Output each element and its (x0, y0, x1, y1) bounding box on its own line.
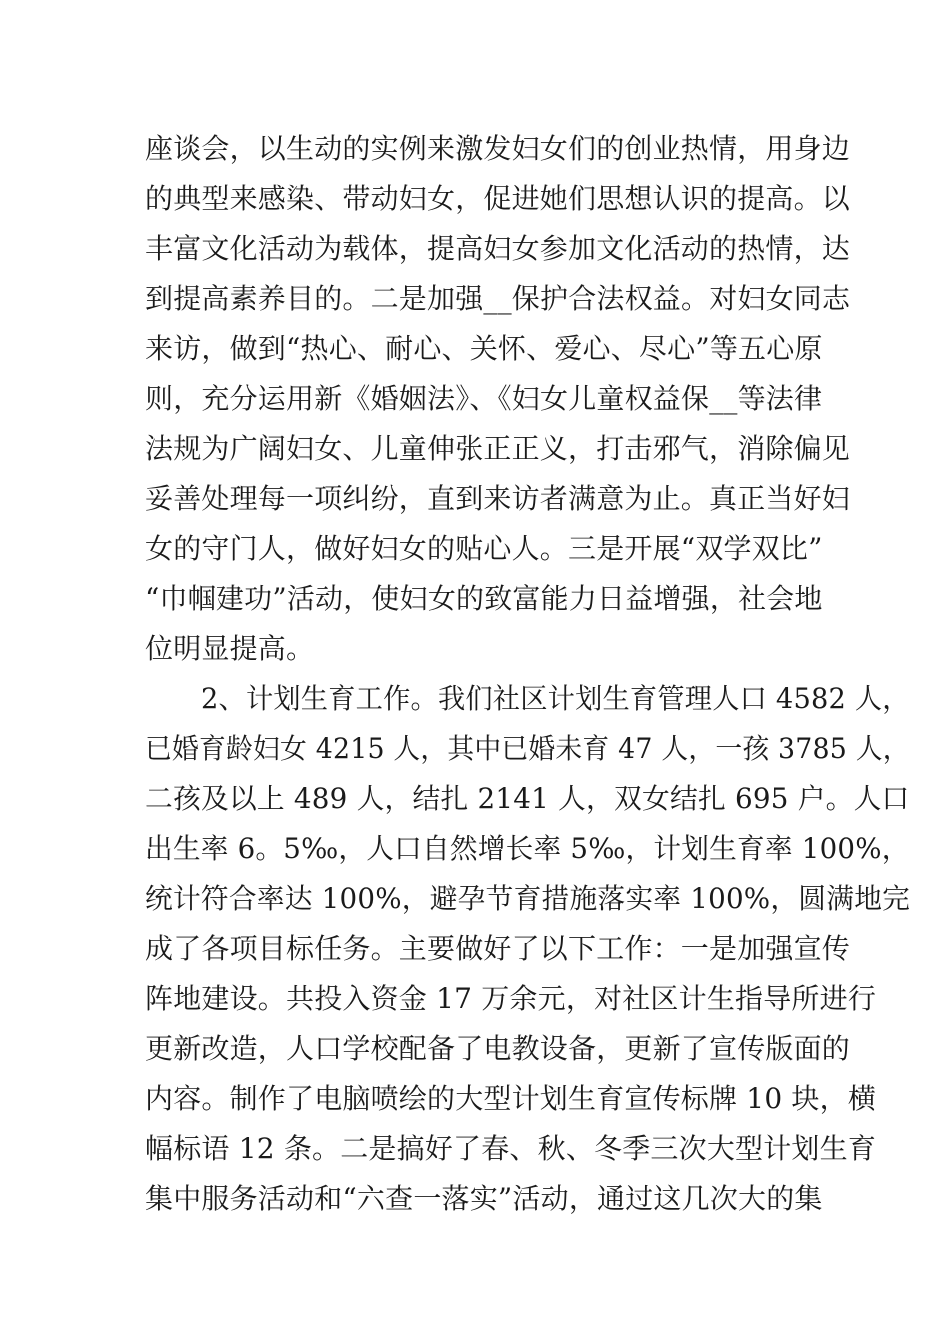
text-line: 集中服务活动和“六查一落实”活动，通过这几次大的集 (145, 1182, 823, 1215)
text-line: 来访，做到“热心、耐心、关怀、爱心、尽心”等五心原 (145, 332, 823, 365)
text-line: 丰富文化活动为载体，提高妇女参加文化活动的热情，达 (145, 232, 851, 265)
text-line: 幅标语 12 条。二是搞好了春、秋、冬季三次大型计划生育 (145, 1132, 877, 1165)
text-line: 则，充分运用新《婚姻法》、《妇女儿童权益保__等法律 (145, 382, 823, 415)
text-line: 更新改造，人口学校配备了电教设备，更新了宣传版面的 (145, 1032, 851, 1065)
text-line: “巾帼建功”活动，使妇女的致富能力日益增强，社会地 (145, 582, 823, 615)
text-line: 妥善处理每一项纠纷，直到来访者满意为止。真正当好妇 (145, 482, 851, 515)
text-line: 的典型来感染、带动妇女，促进她们思想认识的提高。以 (145, 182, 851, 215)
text-line: 二孩及以上 489 人，结扎 2141 人，双女结扎 695 户。人口 (145, 782, 910, 815)
text-line: 座谈会，以生动的实例来激发妇女们的创业热情，用身边 (145, 132, 851, 165)
text-line: 位明显提高。 (145, 632, 315, 665)
text-line: 统计符合率达 100%，避孕节育措施落实率 100%，圆满地完 (145, 882, 911, 915)
text-line: 成了各项目标任务。主要做好了以下工作：一是加强宣传 (145, 932, 851, 965)
text-line: 出生率 6。5‰，人口自然增长率 5‰，计划生育率 100%， (145, 832, 910, 865)
text-line: 内容。制作了电脑喷绘的大型计划生育宣传标牌 10 块，横 (145, 1082, 877, 1115)
text-line: 阵地建设。共投入资金 17 万余元，对社区计生指导所进行 (145, 982, 877, 1015)
text-line: 到提高素养目的。二是加强__保护合法权益。对妇女同志 (145, 282, 851, 315)
paragraph-first-line: 2、计划生育工作。我们社区计划生育管理人口 4582 人， (201, 682, 910, 715)
text-line: 女的守门人，做好妇女的贴心人。三是开展“双学双比” (145, 532, 823, 565)
text-line: 法规为广阔妇女、儿童伸张正正义，打击邪气，消除偏见 (145, 432, 851, 465)
text-line: 已婚育龄妇女 4215 人，其中已婚未育 47 人，一孩 3785 人， (145, 732, 910, 765)
